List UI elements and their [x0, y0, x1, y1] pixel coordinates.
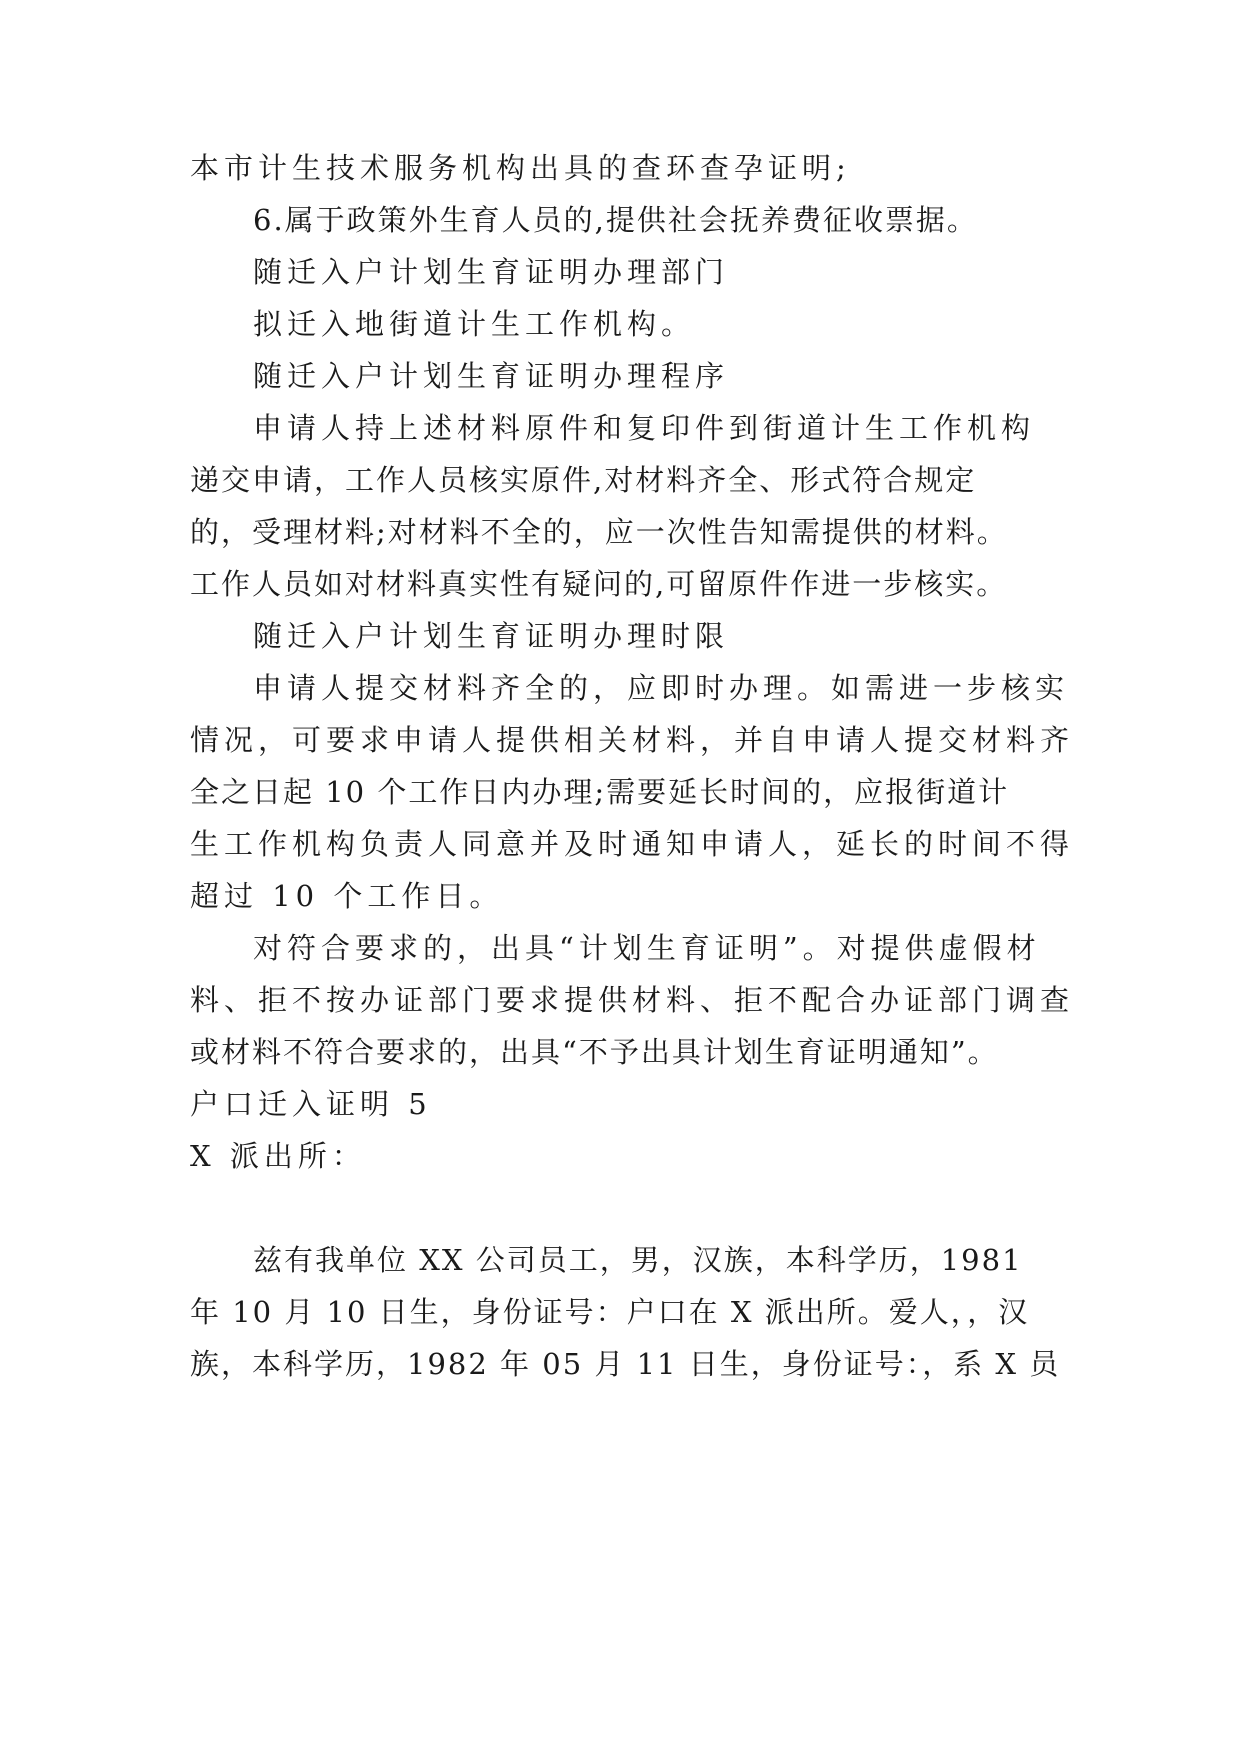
text-line: 的，受理材料;对材料不全的，应一次性告知需提供的材料。: [190, 515, 1008, 549]
text-line: 或材料不符合要求的，出具“不予出具计划生育证明通知”。: [190, 1035, 999, 1069]
text-line: 申请人持上述材料原件和复印件到街道计生工作机构: [253, 411, 1036, 445]
text-line: 情况，可要求申请人提供相关材料，并自申请人提交材料齐: [190, 723, 1075, 757]
text-line: 年 10 月 10 日生，身份证号：户口在 X 派出所。爱人，，汉: [190, 1295, 1030, 1329]
text-line: 兹有我单位 XX 公司员工，男，汉族，本科学历，1981: [253, 1243, 1023, 1277]
text-line: 递交申请，工作人员核实原件,对材料齐全、形式符合规定: [190, 463, 977, 497]
section-heading: 随迁入户计划生育证明办理程序: [253, 359, 730, 393]
text-line: 申请人提交材料齐全的，应即时办理。如需进一步核实: [253, 671, 1070, 705]
text-line: 工作人员如对材料真实性有疑问的,可留原件作进一步核实。: [190, 567, 1008, 601]
text-line: 本市计生技术服务机构出具的查环查孕证明;: [190, 151, 851, 185]
section-heading: 随迁入户计划生育证明办理时限: [253, 619, 730, 653]
text-line: 超过 10 个工作日。: [190, 879, 504, 913]
text-line: X 派出所：: [190, 1139, 366, 1173]
text-line: 拟迁入地街道计生工作机构。: [253, 307, 696, 341]
text-line: 料、拒不按办证部门要求提供材料、拒不配合办证部门调查: [190, 983, 1075, 1017]
text-line: 生工作机构负责人同意并及时通知申请人，延长的时间不得: [190, 827, 1075, 861]
text-line: 全之日起 10 个工作日内办理;需要延长时间的，应报街道计: [190, 775, 1010, 809]
text-line: 族，本科学历，1982 年 05 月 11 日生，身份证号：，系 X 员: [190, 1347, 1061, 1381]
section-heading: 户口迁入证明 5: [190, 1087, 432, 1121]
text-line: 6.属于政策外生育人员的,提供社会抚养费征收票据。: [253, 203, 978, 237]
text-line: 对符合要求的，出具“计划生育证明”。对提供虚假材: [253, 931, 1041, 965]
section-heading: 随迁入户计划生育证明办理部门: [253, 255, 730, 289]
